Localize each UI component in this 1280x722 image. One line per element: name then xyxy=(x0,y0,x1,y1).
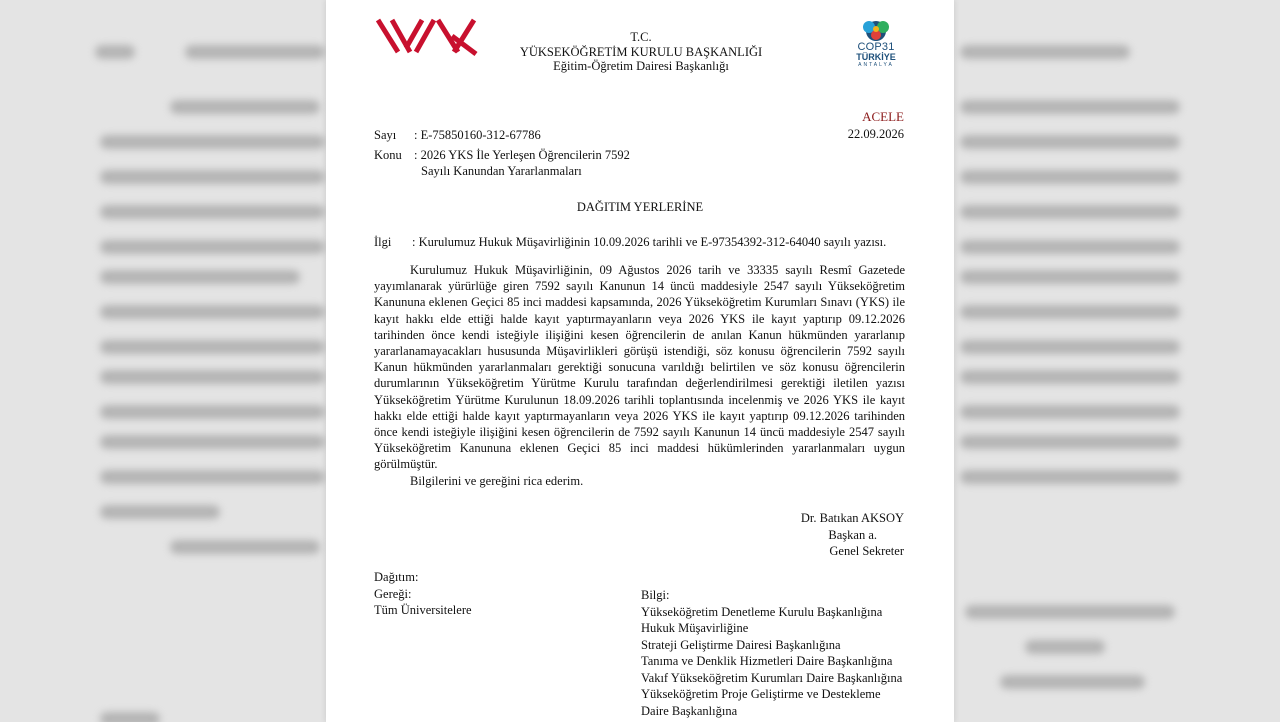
gereği-item: Tüm Üniversitelere xyxy=(374,603,472,617)
ilgi-label: İlgi xyxy=(374,235,392,249)
document-date: 22.09.2026 xyxy=(847,127,904,141)
konu-row xyxy=(374,147,630,163)
signatory-role1: Başkan a. xyxy=(828,527,877,542)
distribution-block xyxy=(374,569,472,619)
bilgi-block xyxy=(641,587,902,719)
bilgi-item: Yükseköğretim Denetleme Kurulu Başkanlığına xyxy=(641,604,883,619)
document-body xyxy=(374,262,905,489)
body-paragraph-2: Bilgilerini ve gereğini rica ederim. xyxy=(410,473,584,488)
signatory-name: Dr. Batıkan AKSOY xyxy=(800,511,904,525)
yok-logo-icon xyxy=(376,18,478,58)
bilgi-item: Yükseköğretim Proje Geliştirme ve Destekleme xyxy=(641,687,881,701)
konu-value-line1: : 2026 YKS İle Yerleşen Öğrencilerin 7592 xyxy=(414,148,630,162)
signature-block xyxy=(801,510,904,560)
ilgi-value: : Kurulumuz Hukuk Müşavirliğinin 10.09.2026 tarihli ve E-97354392-312-64040 sayılı yazısı. xyxy=(412,235,887,249)
konu-row-2 xyxy=(421,163,582,179)
sayi-value: : E-75850160-312-67786 xyxy=(414,128,541,142)
priority-label: ACELE xyxy=(862,109,904,124)
cop31-logo xyxy=(846,18,906,74)
bilgi-item: Vakıf Yükseköğretim Kurumları Daire Başkanlığına xyxy=(641,670,903,685)
gerekçe-label: Gereği: xyxy=(374,586,412,601)
body-paragraph-1: Kurulumuz Hukuk Müşavirliğinin, 09 Ağustos 2026 tarih ve 33335 sayılı Resmî Gazetede yayımlanarak yürürlüğe giren 7592 sayılı Kanunun 14 üncü maddesiyle 2547 sayılı Yükseköğretim Kanununa eklenen Geçici 85 inci maddesi kapsamında, 2026 Yükseköğretim Kurumları Sınavı (YKS) ile kayıt hakkı elde ettiği halde kayıt yaptırmayanların veya 2026 YKS ile kayıt yaptırıp 09.12.2026 tarihinden önce kendi isteğiyle ilişiğini kesen öğrencilerin de anılan Kanun hükmünden yararlanıp yararlanamayacakları hususunda Müşavirlikleri görüşü istendiği, söz konusu öğrencilerin 7592 sayılı Kanun hükmünden yararlanmaları gerektiği sonucuna varıldığı belirtilen ve söz konusu öğrencilerin durumlarının Yükseköğretim Yürütme Kurulu tarafından değerlendirilmesi gerektiği iletilen yazısı Yükseköğretim Yürütme Kurulunun 18.09.2026 tarihli toplantısında incelenmiş ve 2026 YKS ile kayıt hakkı elde ettiği halde kayıt yaptırmayanların veya 2026 YKS ile kayıt yaptırıp 09.12.2026 tarihinden önce kendi isteğiyle ilişiğini kesen öğrencilerin de 7592 sayılı Kanunun 14 üncü maddesiyle 2547 sayılı Yükseköğretim Kanununa eklenen Geçici 85 inci maddesi hükümlerinden yararlanmaları uygun görülmüştür. xyxy=(374,263,905,472)
sayi-label: Sayı xyxy=(374,128,397,142)
konu-value-line2: Sayılı Kanundan Yararlanmaları xyxy=(421,164,582,178)
document-title: DAĞITIM YERLERİNE xyxy=(576,200,704,214)
cop31-emblem-icon xyxy=(857,18,895,42)
letterhead-line1: T.C. xyxy=(630,30,652,44)
distribution-label: Dağıtım: xyxy=(374,570,419,584)
bilgi-item: Strateji Geliştirme Dairesi Başkanlığına xyxy=(641,637,841,652)
signatory-role2: Genel Sekreter xyxy=(829,544,904,558)
letterhead-line2: YÜKSEKÖĞRETİM KURULU BAŞKANLIĞI xyxy=(519,44,763,59)
bilgi-item: Daire Başkanlığına xyxy=(641,703,738,718)
cop31-text: COP31 xyxy=(857,41,895,53)
bilgi-label: Bilgi: xyxy=(641,588,670,602)
document-page xyxy=(326,0,954,722)
letterhead xyxy=(466,30,816,74)
ilgi-row xyxy=(374,235,886,250)
cop31-city: ANTALYA xyxy=(858,62,894,68)
bilgi-item: Hukuk Müşavirliğine xyxy=(641,621,749,635)
letterhead-line3: Eğitim-Öğretim Dairesi Başkanlığı xyxy=(553,59,729,73)
cop31-country: TÜRKİYE xyxy=(856,52,896,62)
konu-label: Konu xyxy=(374,148,402,162)
bilgi-item: Tanıma ve Denklik Hizmetleri Daire Başkanlığına xyxy=(641,654,893,668)
sayi-row xyxy=(374,127,541,143)
